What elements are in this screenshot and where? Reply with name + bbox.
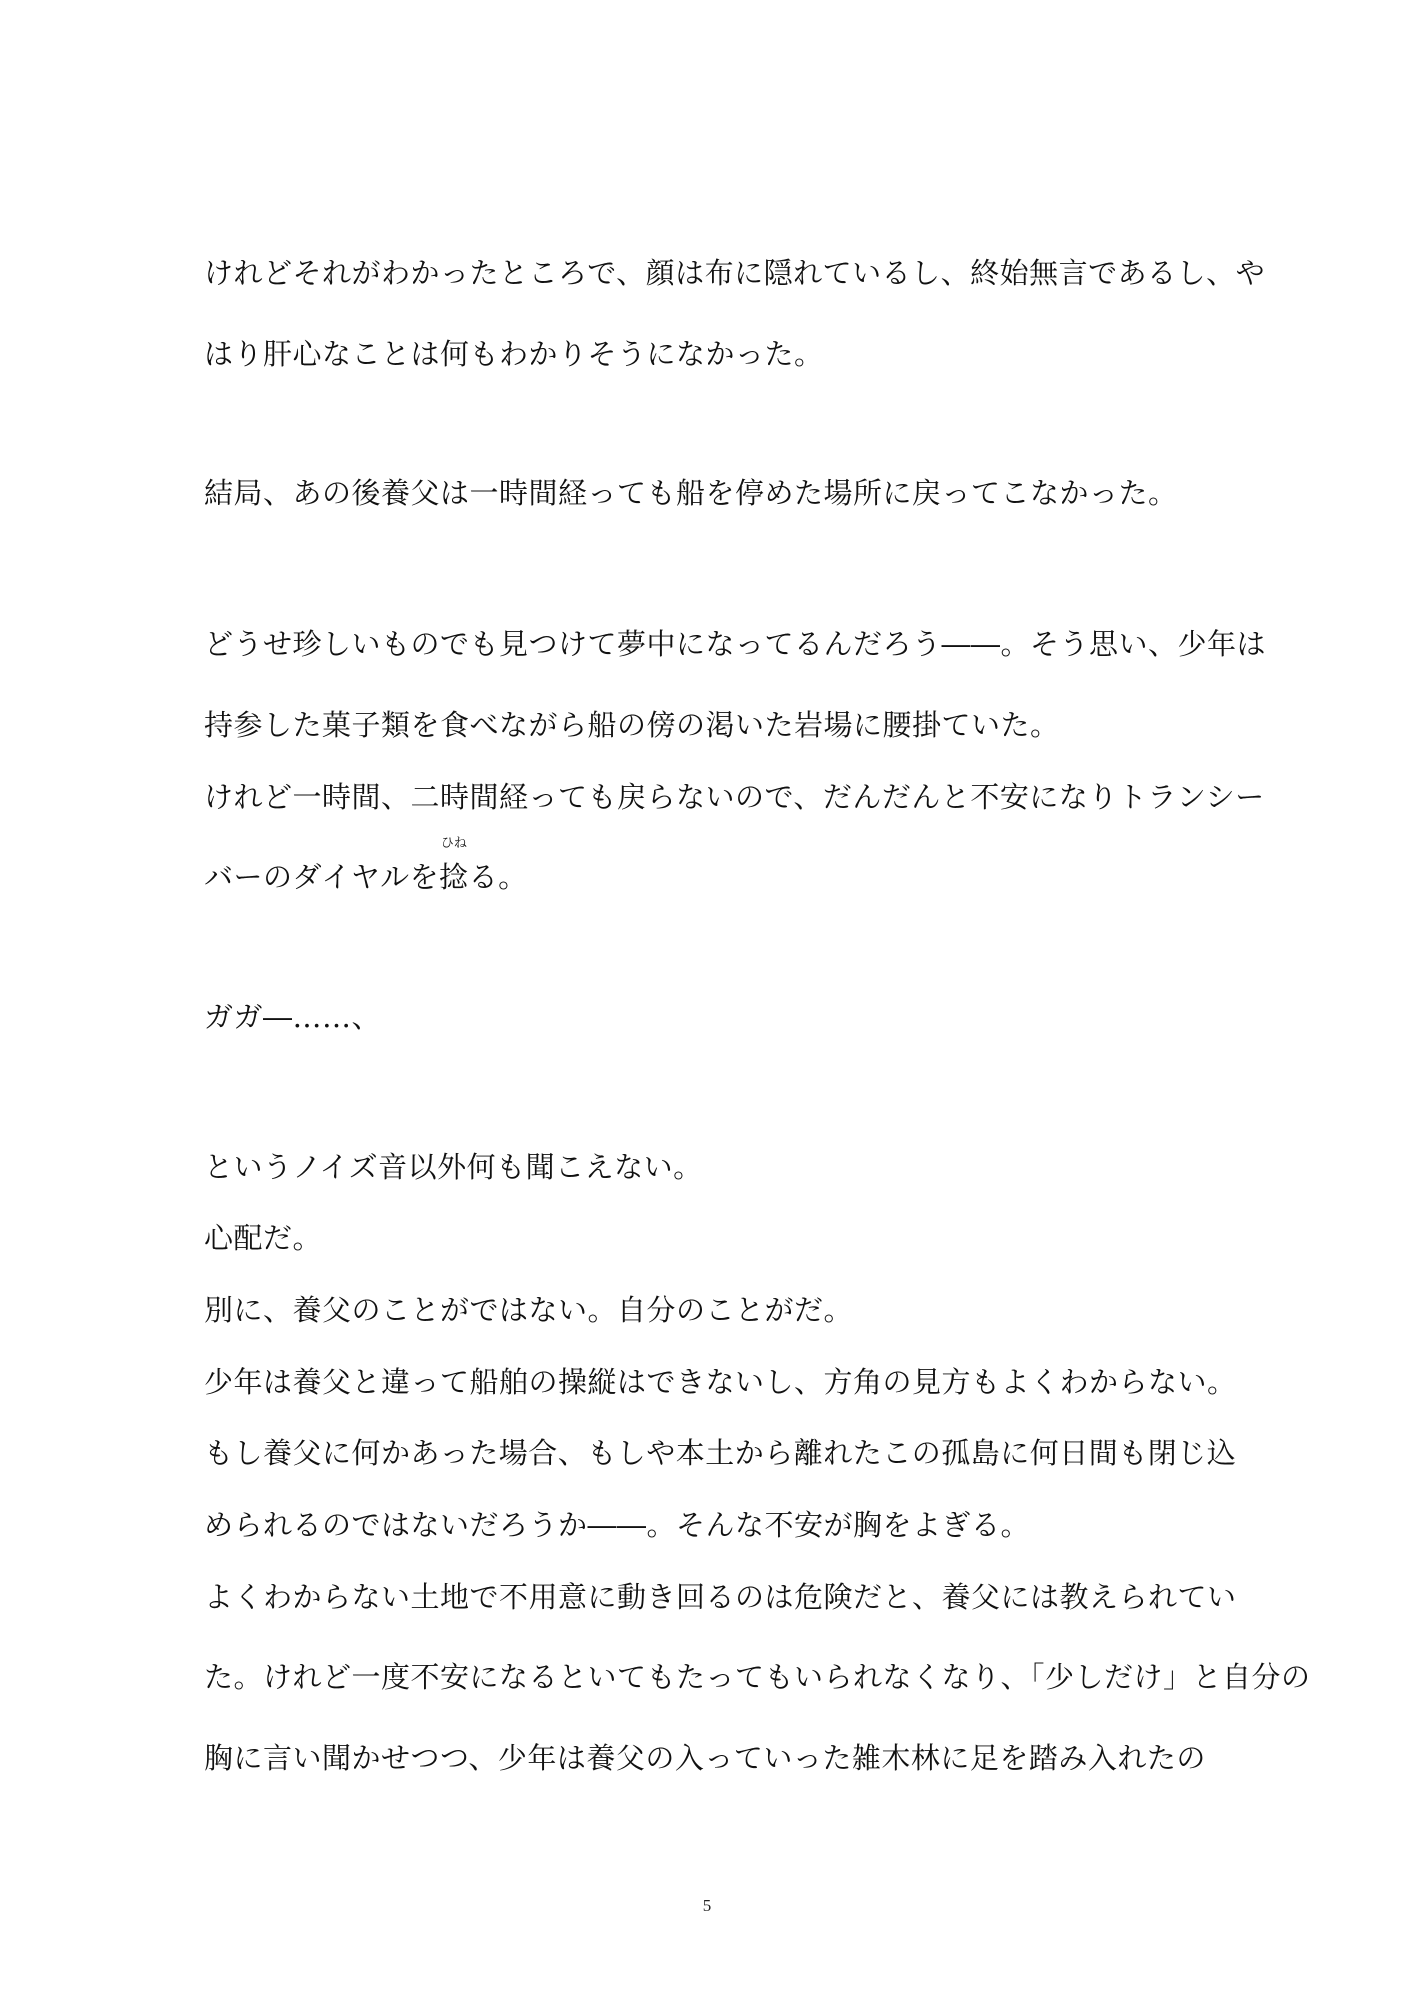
page-number: 5	[702, 1896, 712, 1915]
text-line: 持参した菓子類を食べながら船の傍の渇いた岩場に腰掛ていた。	[204, 708, 1060, 742]
text-line: はり肝心なことは何もわかりそうになかった。	[204, 337, 824, 371]
ruby-line-before: バーのダイヤルを	[204, 860, 440, 894]
text-line: 結局、あの後養父は一時間経っても船を停めた場所に戻ってこなかった。	[204, 476, 1178, 510]
ruby-reading: ひね	[440, 836, 467, 851]
text-line: 胸に言い聞かせつつ、少年は養父の入っていった雑木林に足を踏み入れたの	[204, 1741, 1206, 1775]
text-line: 心配だ。	[204, 1221, 323, 1255]
text-line: た。けれど一度不安になるといてもたってもいられなくなり、「少しだけ」と自分の	[204, 1660, 1311, 1694]
ruby-line-after: る。	[468, 860, 528, 894]
text-line: けれど一時間、二時間経っても戻らないので、だんだんと不安になりトランシー	[204, 780, 1265, 814]
text-line: よくわからない土地で不用意に動き回るのは危険だと、養父には教えられてい	[204, 1580, 1237, 1614]
text-line: ガガ―……、	[204, 1000, 382, 1034]
text-line: 別に、養父のことがではない。自分のことがだ。	[204, 1293, 854, 1327]
text-line: 少年は養父と違って船舶の操縦はできないし、方角の見方もよくわからない。	[204, 1365, 1237, 1399]
text-line-with-ruby	[204, 836, 528, 897]
text-line: もし養父に何かあった場合、もしや本土から離れたこの孤島に何日間も閉じ込	[204, 1436, 1237, 1470]
text-line: どうせ珍しいものでも見つけて夢中になってるんだろう――。そう思い、少年は	[204, 627, 1267, 661]
ruby-base: 捻	[439, 860, 469, 894]
ruby-annotation	[439, 836, 469, 897]
text-line: められるのではないだろうか――。そんな不安が胸をよぎる。	[204, 1508, 1031, 1542]
text-line: というノイズ音以外何も聞こえない。	[204, 1150, 703, 1184]
text-line: けれどそれがわかったところで、顔は布に隠れているし、終始無言であるし、や	[204, 256, 1266, 290]
